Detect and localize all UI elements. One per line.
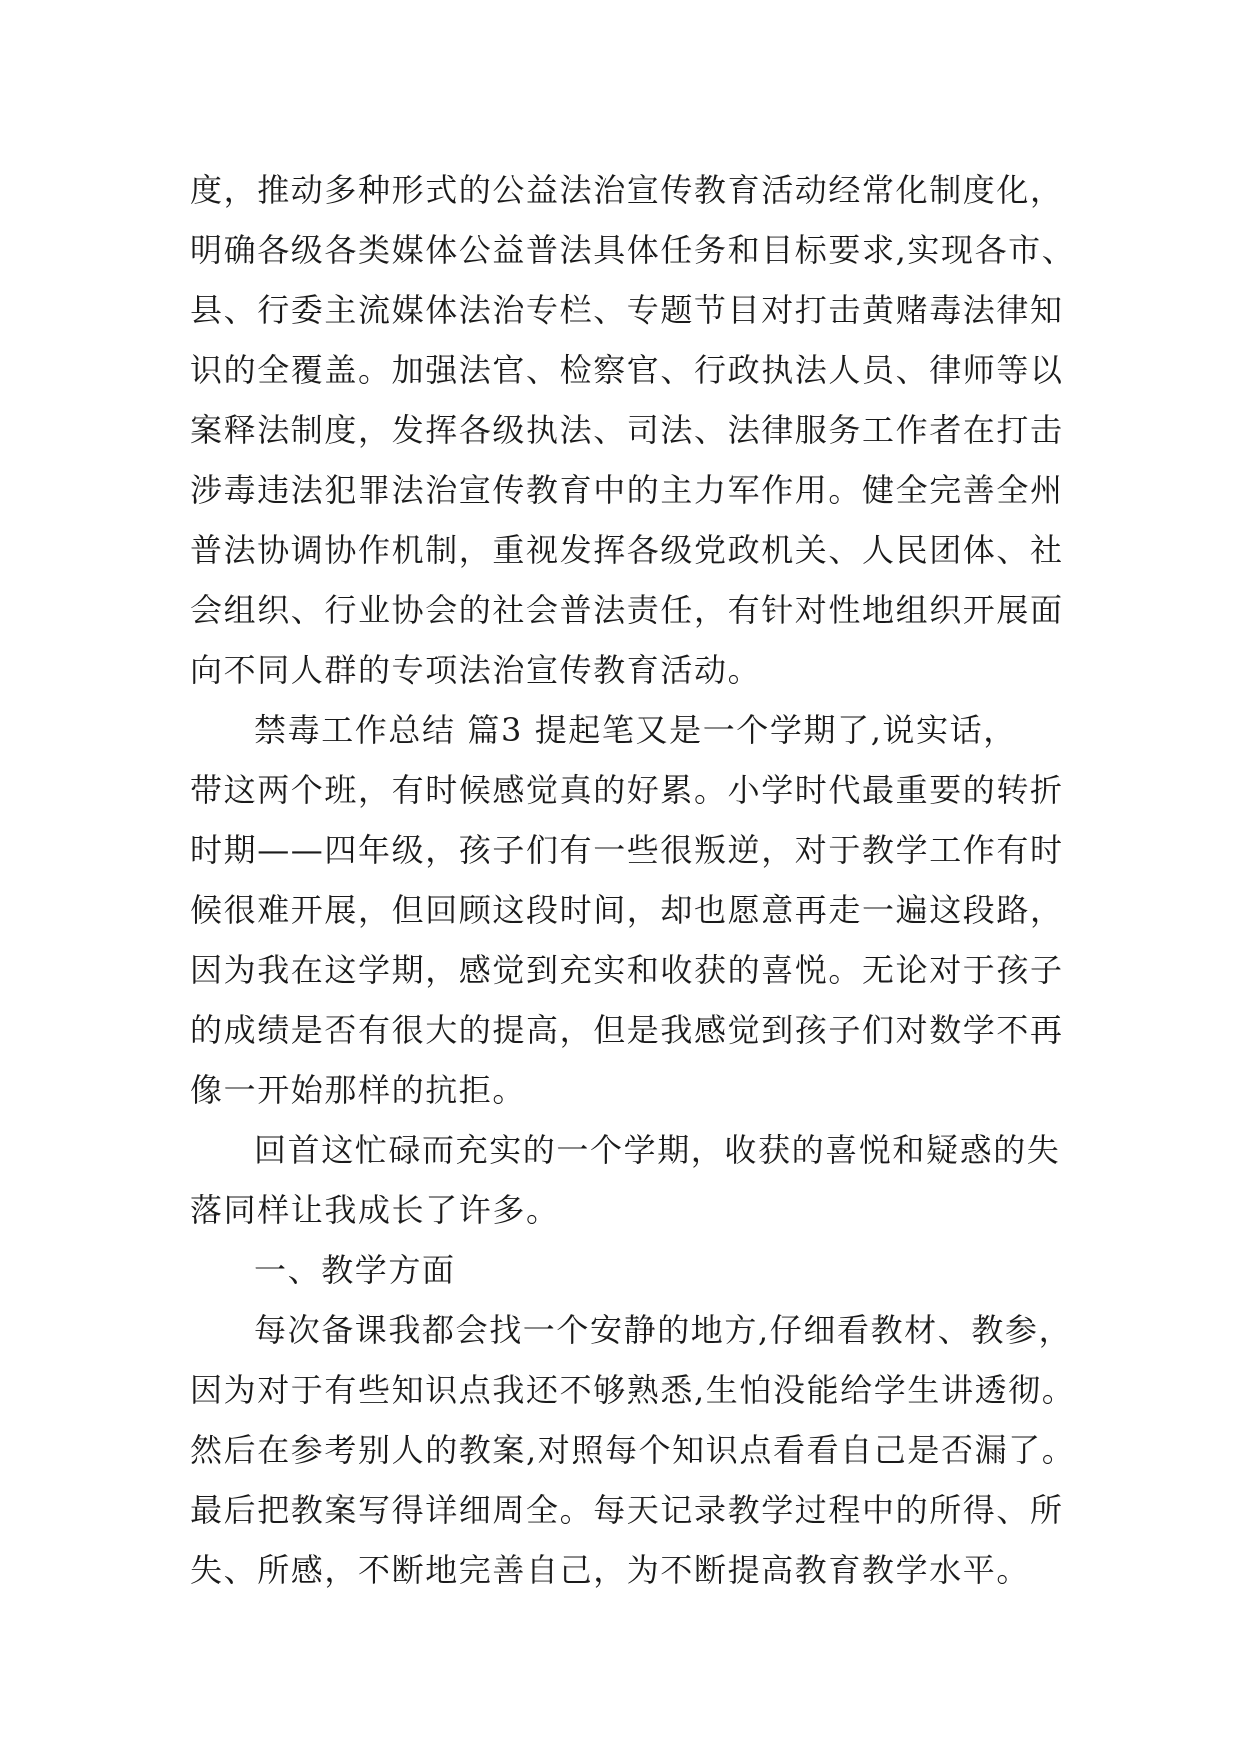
text-line: 带这两个班，有时候感觉真的好累。小学时代最重要的转折: [190, 771, 1064, 809]
text-line: 时期——四年级，孩子们有一些很叛逆，对于教学工作有时: [190, 831, 1064, 869]
section-heading: [190, 1240, 1090, 1300]
document-body: [190, 160, 1090, 1600]
paragraph-4: [190, 1300, 1090, 1600]
paragraph-1: [190, 160, 1090, 700]
text-line: 因为对于有些知识点我还不够熟悉,生怕没能给学生讲透彻。: [190, 1371, 1076, 1409]
text-line: 涉毒违法犯罪法治宣传教育中的主力军作用。健全完善全州: [190, 471, 1064, 509]
text-line: 然后在参考别人的教案,对照每个知识点看看自己是否漏了。: [190, 1431, 1076, 1469]
text-line: 像一开始那样的抗拒。: [190, 1071, 527, 1109]
text-line: 案释法制度，发挥各级执法、司法、法律服务工作者在打击: [190, 411, 1064, 449]
text-line: 落同样让我成长了许多。: [190, 1191, 560, 1229]
text-line: 普法协调协作机制，重视发挥各级党政机关、人民团体、社: [190, 531, 1064, 569]
text-line: 度，推动多种形式的公益法治宣传教育活动经常化制度化，: [190, 171, 1064, 209]
text-line: 会组织、行业协会的社会普法责任，有针对性地组织开展面: [190, 591, 1064, 629]
text-line: 失、所感，不断地完善自己，为不断提高教育教学水平。: [190, 1551, 1031, 1589]
text-line: 明确各级各类媒体公益普法具体任务和目标要求,实现各市、: [190, 231, 1076, 269]
text-line: 向不同人群的专项法治宣传教育活动。: [190, 651, 762, 689]
text-line: 因为我在这学期，感觉到充实和收获的喜悦。无论对于孩子: [190, 951, 1064, 989]
text-line: 一、教学方面: [254, 1251, 456, 1289]
paragraph-3: [190, 1120, 1090, 1240]
text-line: 县、行委主流媒体法治专栏、专题节目对打击黄赌毒法律知: [190, 291, 1064, 329]
text-line: 回首这忙碌而充实的一个学期，收获的喜悦和疑惑的失: [254, 1131, 1061, 1169]
paragraph-2: [190, 700, 1090, 1120]
text-line: 候很难开展，但回顾这段时间，却也愿意再走一遍这段路，: [190, 891, 1064, 929]
text-line: 识的全覆盖。加强法官、检察官、行政执法人员、律师等以: [190, 351, 1064, 389]
text-line: 的成绩是否有很大的提高，但是我感觉到孩子们对数学不再: [190, 1011, 1064, 1049]
text-line: 禁毒工作总结 篇3 提起笔又是一个学期了,说实话，: [254, 711, 1017, 749]
text-line: 每次备课我都会找一个安静的地方,仔细看教材、教参，: [254, 1311, 1073, 1349]
text-line: 最后把教案写得详细周全。每天记录教学过程中的所得、所: [190, 1491, 1064, 1529]
